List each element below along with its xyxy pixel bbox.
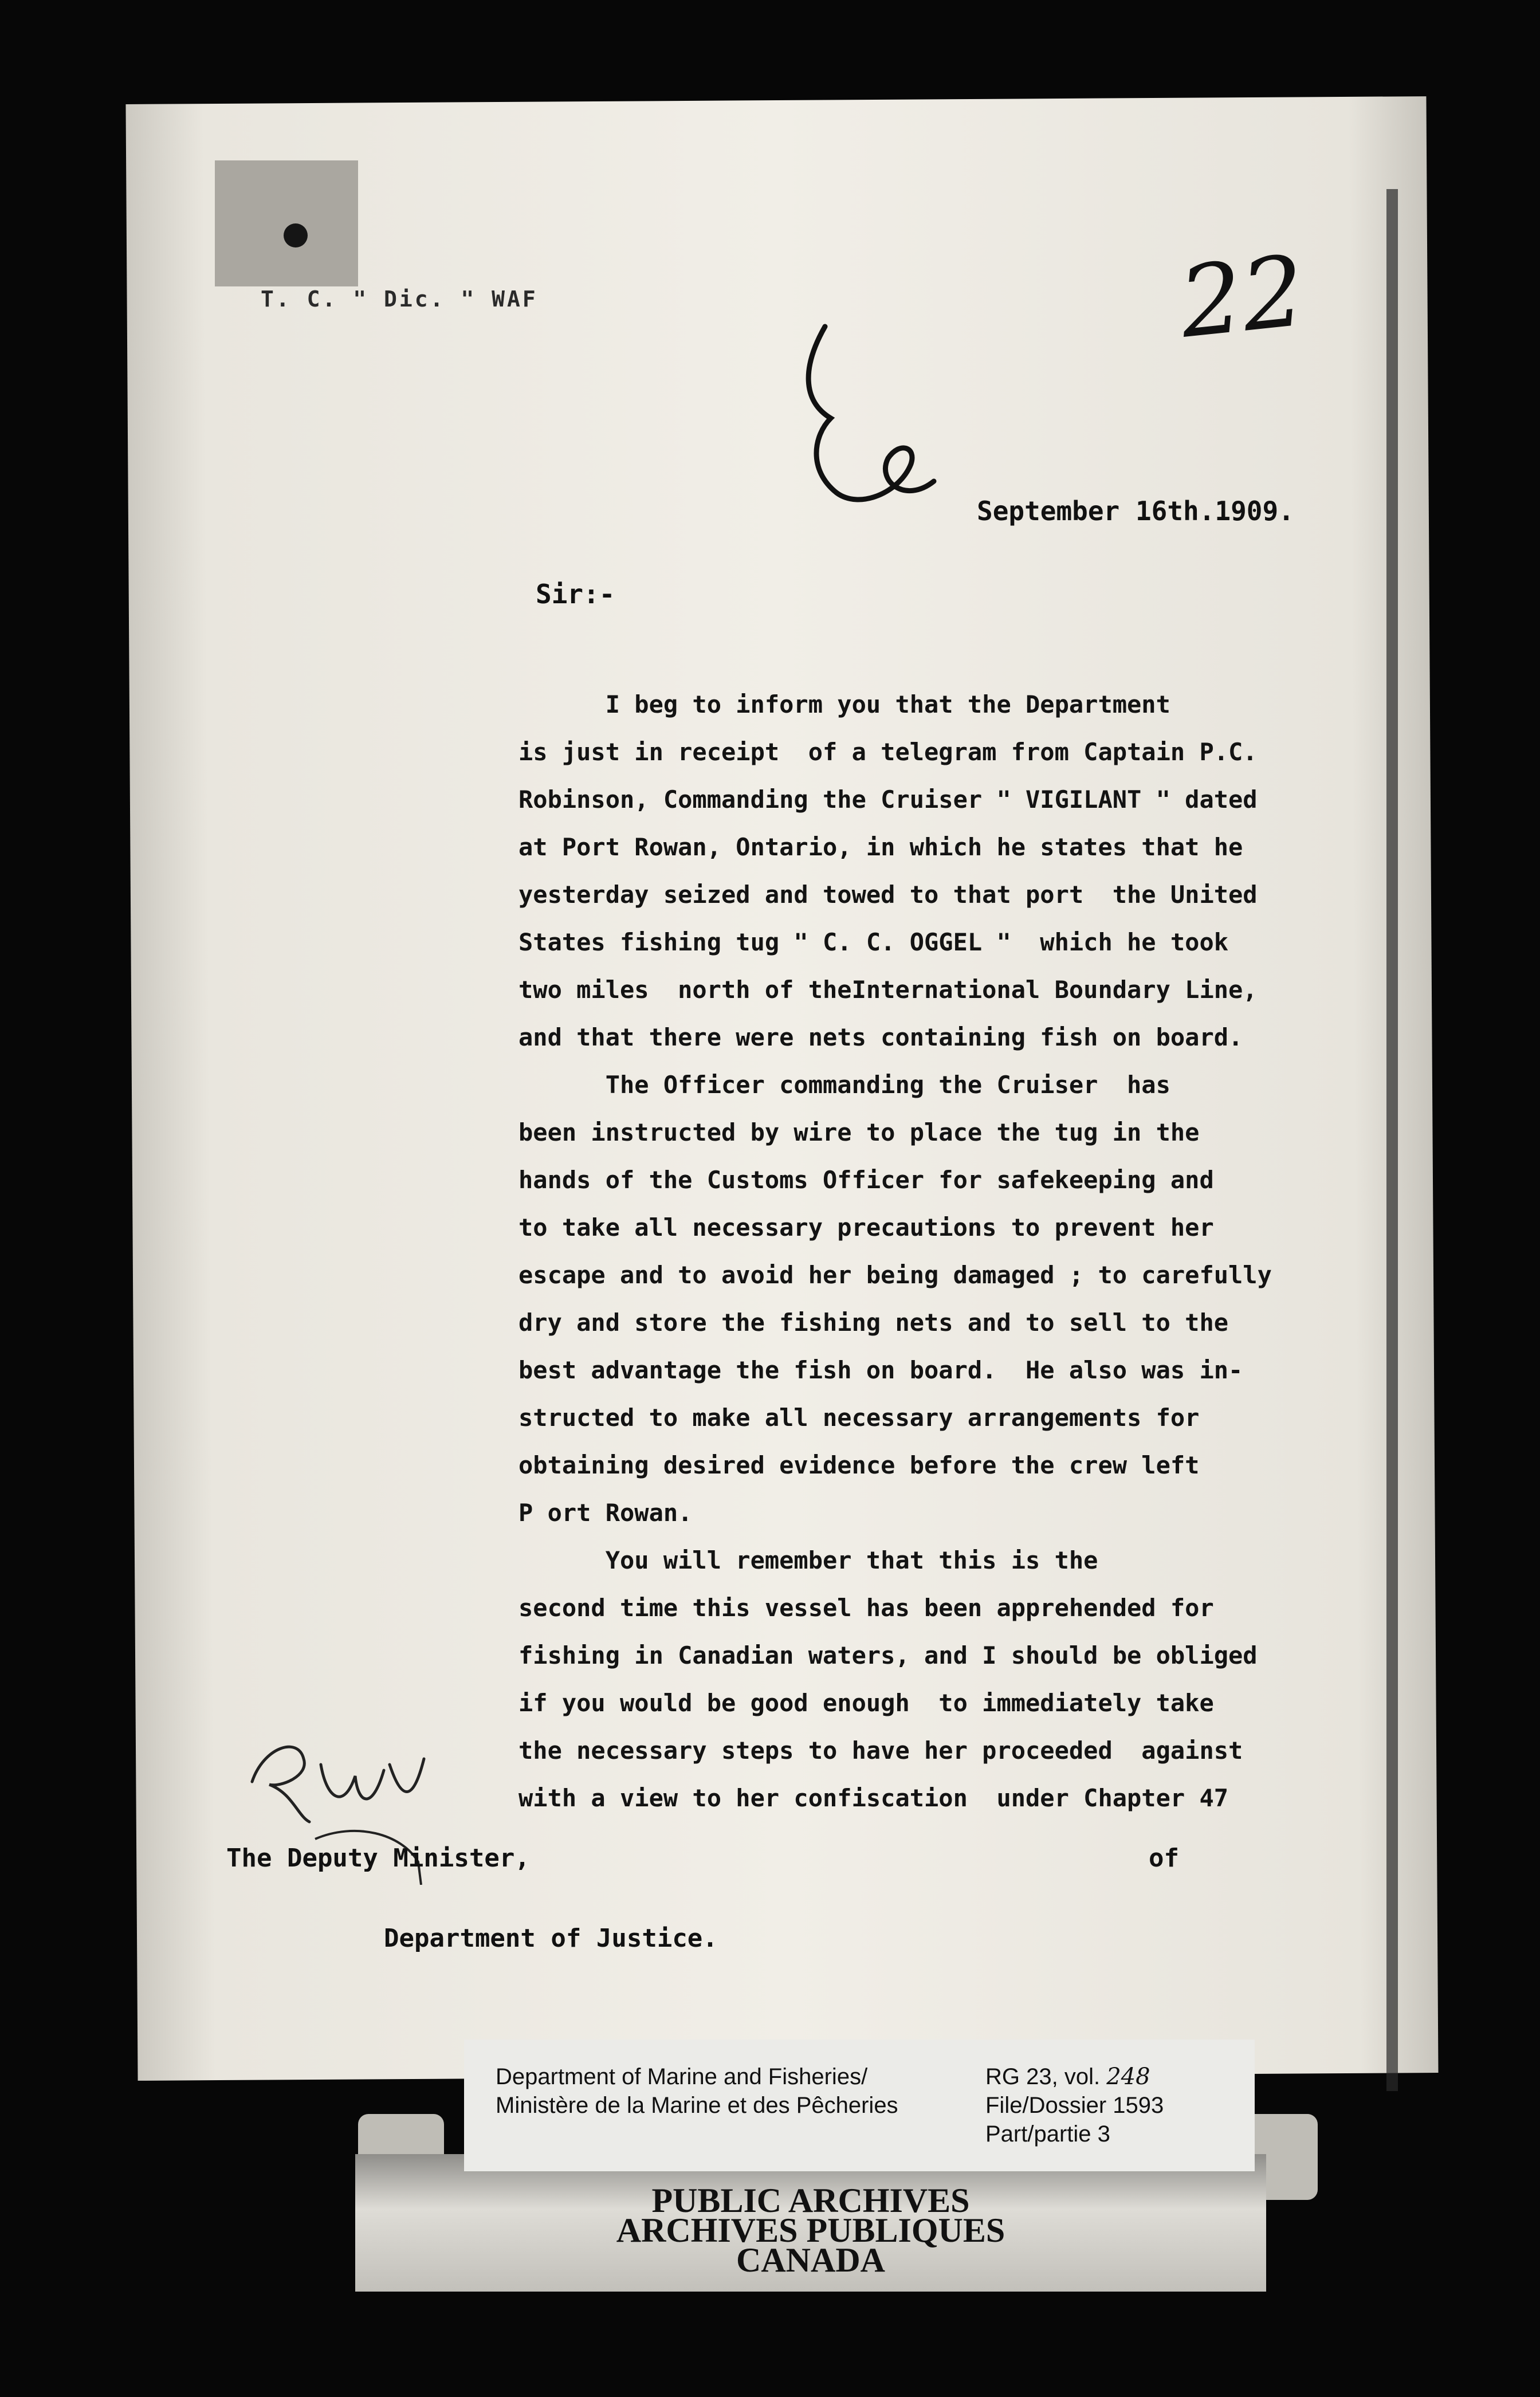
archives-line-2: ARCHIVES PUBLIQUES [616,2211,1005,2249]
text-line: I beg to inform you that the Department [518,690,1170,718]
text-line: been instructed by wire to place the tug in the [518,1118,1200,1146]
text-line: if you would be good enough to immediately take [518,1689,1214,1717]
archives-stamp [355,2182,1266,2279]
archive-reference-card [464,2040,1255,2171]
letter-date: September 16th.1909. [977,496,1294,526]
card-line-english: Department of Marine and Fisheries/ [496,2064,868,2089]
addressee-department: Department of Justice. [384,1924,718,1953]
letter-body [518,681,1349,1822]
card-department [496,2062,898,2120]
text-line: is just in receipt of a telegram from Captain P.C. [518,738,1258,766]
paragraph [518,1061,1349,1537]
text-line: dry and store the fishing nets and to sell to the [518,1308,1229,1337]
card-line-french: Ministère de la Marine et des Pêcheries [496,2093,898,2118]
punch-hole [284,223,308,247]
text-line: to take all necessary precautions to prevent her [518,1213,1214,1241]
text-line: two miles north of theInternational Boundary Line, [518,976,1258,1004]
card-file: File/Dossier 1593 [985,2093,1164,2118]
text-line: You will remember that this is the [518,1546,1098,1574]
text-line: escape and to avoid her being damaged ; to carefully [518,1261,1272,1289]
archives-line-1: PUBLIC ARCHIVES [651,2182,970,2219]
card-part: Part/partie 3 [985,2121,1110,2147]
text-line: the necessary steps to have her proceeded against [518,1736,1243,1765]
paragraph [518,681,1349,1061]
page-shadow-edge [1386,189,1398,2091]
text-line: yesterday seized and towed to that port the United [518,881,1258,909]
text-line: second time this vessel has been apprehended for [518,1594,1214,1622]
text-line: P ort Rowan. [518,1499,693,1527]
card-vol-number: 248 [1106,2064,1150,2090]
card-rg: RG 23, vol. [985,2064,1101,2089]
text-line: hands of the Customs Officer for safekeeping and [518,1166,1214,1194]
reference-line: T. C. " Dic. " WAF [261,286,538,312]
text-line: The Officer commanding the Cruiser has [518,1071,1170,1099]
text-line: obtaining desired evidence before the crew left [518,1451,1200,1479]
text-line: with a view to her confiscation under Chapter 47 [518,1784,1229,1812]
card-rg-volume [985,2062,1164,2091]
paragraph [518,1537,1349,1822]
text-line: and that there were nets containing fish on board. [518,1023,1243,1051]
salutation: Sir:- [536,579,615,610]
text-line: Robinson, Commanding the Cruiser " VIGILANT " dated [518,785,1258,814]
handwritten-flourish [791,321,940,527]
text-line: at Port Rowan, Ontario, in which he states that he [518,833,1243,861]
addressee: The Deputy Minister, [226,1844,530,1873]
archives-line-3: CANADA [736,2241,885,2279]
handwritten-page-number: 22 [1174,234,1310,360]
card-file-info [985,2062,1164,2148]
file-tab [215,160,358,286]
continuation-word: of [1149,1844,1179,1873]
text-line: best advantage the fish on board. He also was in- [518,1356,1243,1384]
text-line: structed to make all necessary arrangements for [518,1404,1200,1432]
text-line: fishing in Canadian waters, and I should be obliged [518,1641,1258,1669]
text-line: States fishing tug " C. C. OGGEL " which he took [518,928,1229,956]
